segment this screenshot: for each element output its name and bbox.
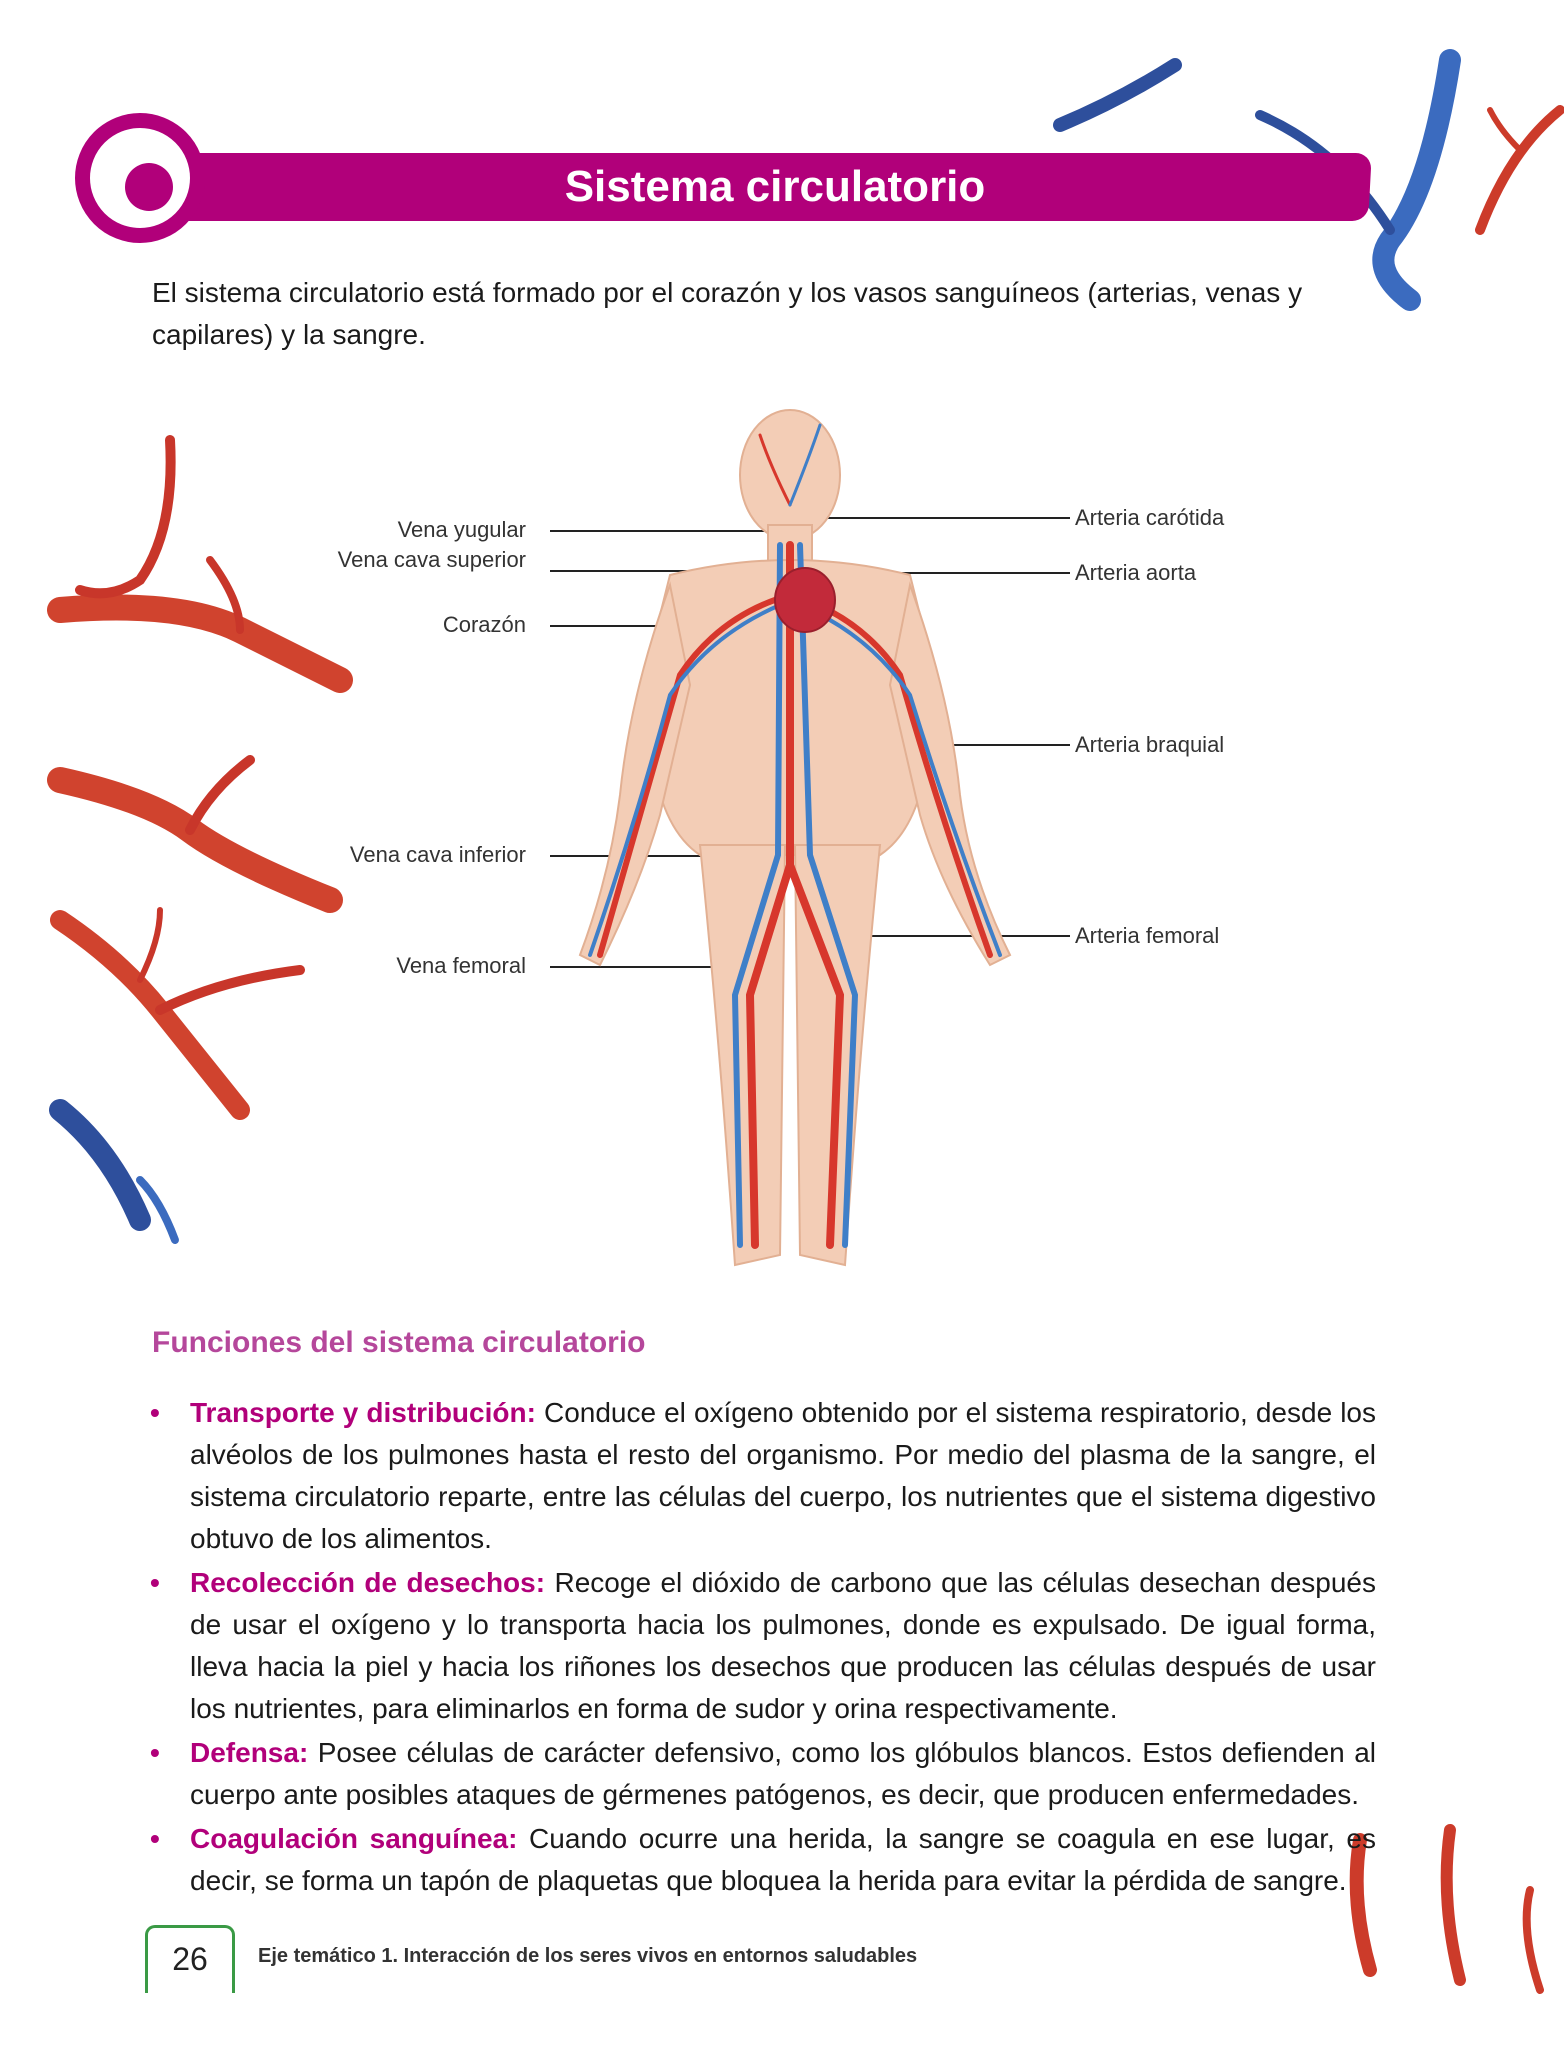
function-term: Defensa: bbox=[190, 1737, 309, 1768]
list-item bbox=[150, 1732, 1376, 1816]
intro-paragraph: El sistema circulatorio está formado por el corazón y los vasos sanguíneos (arterias, venas y capilares) y la sangre. bbox=[152, 277, 1303, 350]
list-item bbox=[150, 1392, 1376, 1560]
title-dot-icon bbox=[125, 163, 173, 211]
bullet-icon: • bbox=[150, 1737, 160, 1768]
bullet-icon: • bbox=[150, 1823, 160, 1854]
label-vena-femoral: Vena femoral bbox=[396, 953, 526, 978]
page-title: Sistema circulatorio bbox=[564, 162, 986, 211]
bullet-icon: • bbox=[150, 1397, 160, 1428]
label-arteria-braquial: Arteria braquial bbox=[1075, 732, 1225, 757]
function-term: Transporte y distribución: bbox=[190, 1397, 536, 1428]
label-arteria-femoral: Arteria femoral bbox=[1075, 923, 1220, 948]
function-term: Recolección de desechos: bbox=[190, 1567, 546, 1598]
functions-list bbox=[150, 1392, 1376, 1904]
label-vena-yugular: Vena yugular bbox=[397, 517, 526, 542]
label-arteria-carotida: Arteria carótida bbox=[1075, 505, 1225, 530]
list-item bbox=[150, 1818, 1376, 1902]
bullet-icon: • bbox=[150, 1567, 160, 1598]
label-vena-cava-inferior: Vena cava inferior bbox=[349, 842, 526, 867]
circulatory-body-illustration bbox=[520, 395, 1060, 1295]
label-vena-cava-superior: Vena cava superior bbox=[337, 547, 526, 572]
list-item bbox=[150, 1562, 1376, 1730]
heart-icon bbox=[775, 568, 835, 632]
label-arteria-aorta: Arteria aorta bbox=[1075, 560, 1197, 585]
page-number: 26 bbox=[145, 1925, 235, 1993]
function-text: Posee células de carácter defensivo, como los glóbulos blancos. Estos defienden al cuerpo ante posibles ataques de gérmenes patógenos, es decir, que producen enfermedades. bbox=[190, 1737, 1376, 1810]
function-term: Coagulación sanguínea: bbox=[190, 1823, 518, 1854]
label-corazon: Corazón bbox=[442, 612, 526, 637]
function-text: Recoge el dióxido de carbono que las células desechan después de usar el oxígeno y lo transporta hacia los pulmones, donde es expulsado. De igual forma, lleva hacia la piel y hacia los riñones los desechos que producen las células después de usar los nutrientes, para eliminarlos en forma de sudor y orina respectivamente. bbox=[190, 1567, 1376, 1724]
function-text: Conduce el oxígeno obtenido por el sistema respiratorio, desde los alvéolos de los pulmones hasta el resto del organismo. Por medio del plasma de la sangre, el sistema circulatorio reparte, entre las células del cuerpo, los nutrientes que el sistema digestivo obtuvo de los alimentos. bbox=[190, 1397, 1376, 1554]
function-text: Cuando ocurre una herida, la sangre se coagula en ese lugar, es decir, se forma un tapón de plaquetas que bloquea la herida para evitar la pérdida de sangre. bbox=[190, 1823, 1376, 1896]
footer-text: Eje temático 1. Interacción de los seres vivos en entornos saludables bbox=[258, 1945, 918, 1967]
section-heading: Funciones del sistema circulatorio bbox=[152, 1326, 646, 1359]
